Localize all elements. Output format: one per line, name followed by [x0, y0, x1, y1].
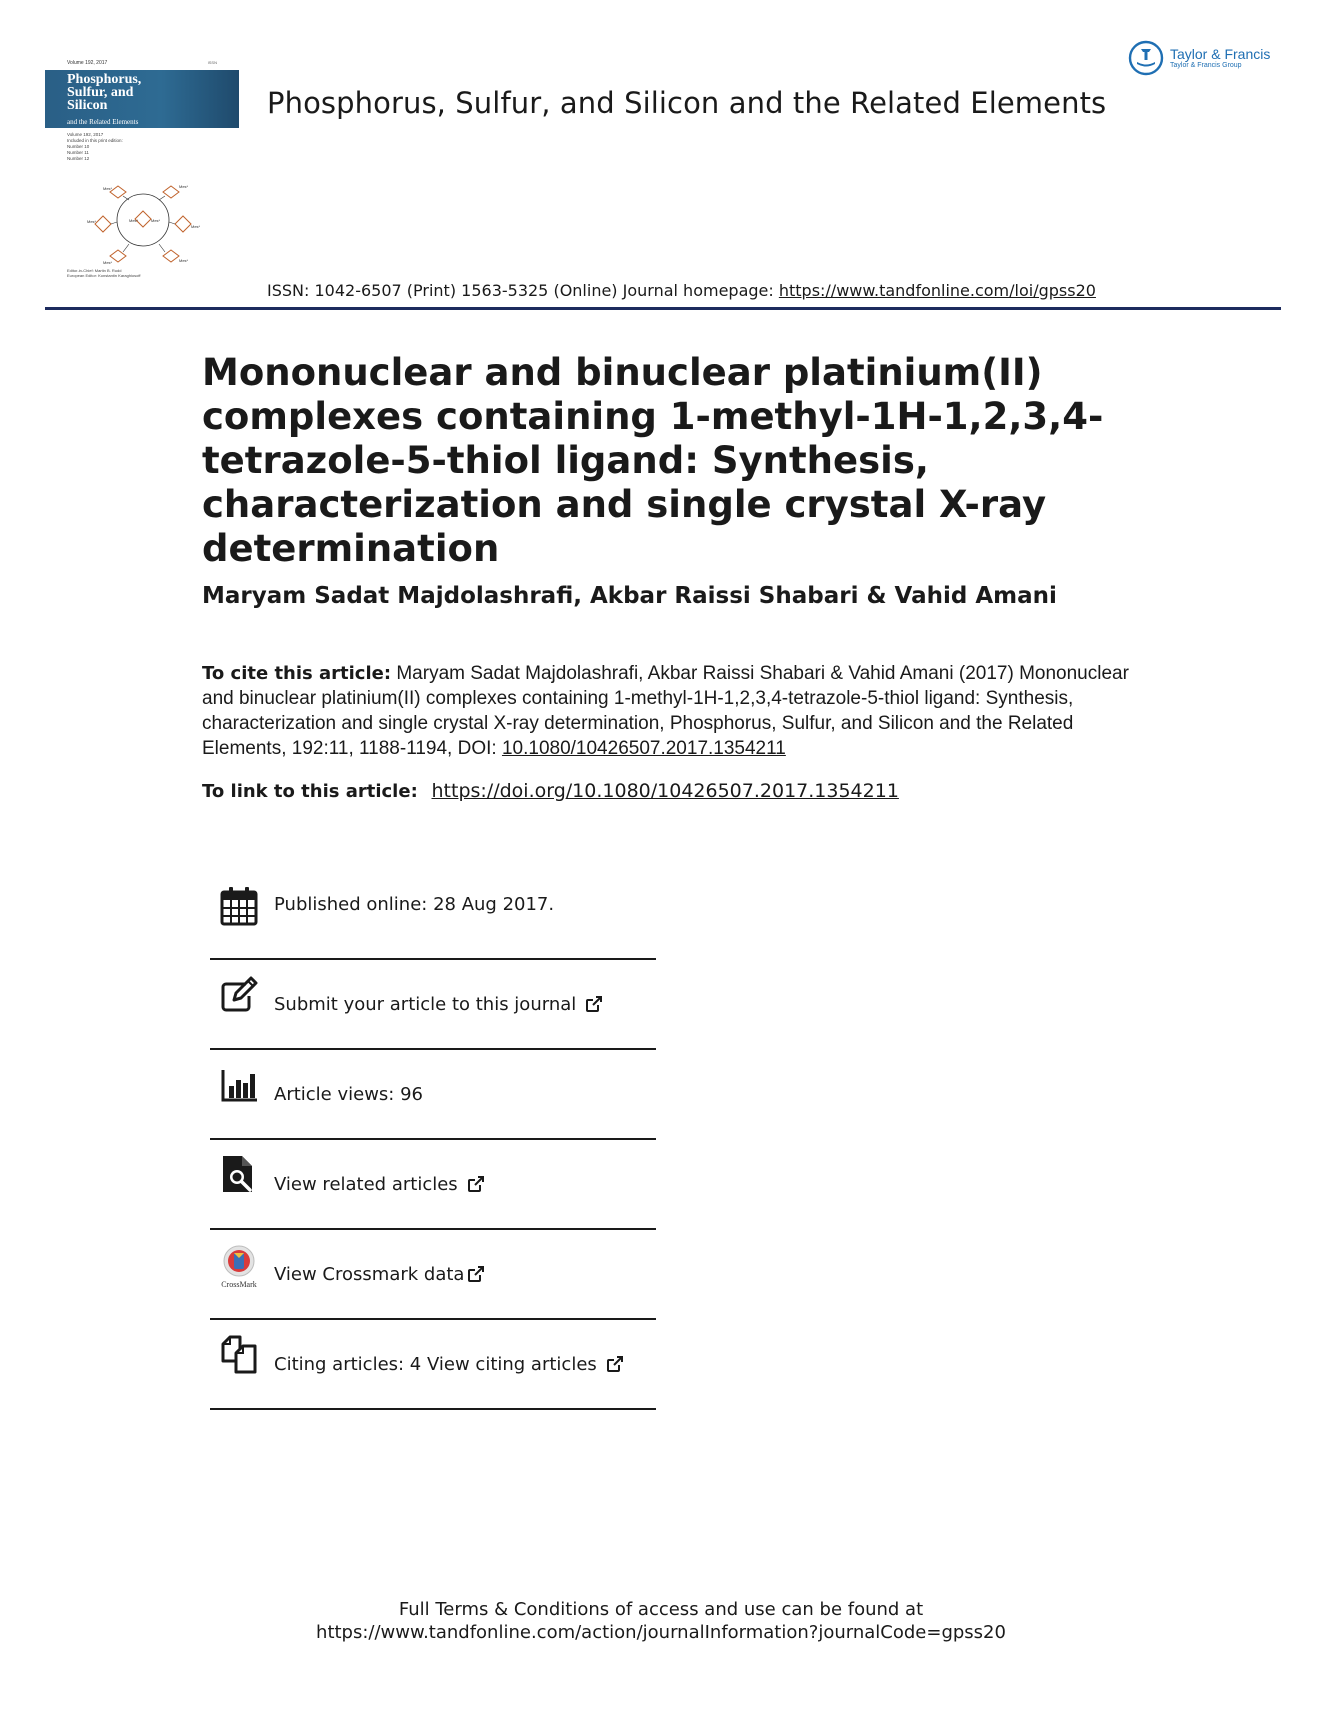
issn-line	[267, 281, 1096, 300]
crossmark-icon	[220, 1244, 258, 1278]
crossmark-row[interactable]	[210, 1230, 656, 1320]
svg-text:Mes*: Mes*	[191, 224, 201, 229]
external-link-icon	[584, 994, 604, 1014]
svg-text:Mes*: Mes*	[151, 218, 161, 223]
svg-text:Mes*: Mes*	[103, 260, 113, 265]
footer	[0, 1598, 1322, 1644]
external-link-icon	[466, 1174, 486, 1194]
external-link-icon	[466, 1264, 486, 1284]
cover-volume: Volume 192, 2017	[67, 60, 108, 66]
article-url-link[interactable]: https://doi.org/10.1080/10426507.2017.1354211	[431, 780, 899, 802]
svg-text:Mes*: Mes*	[103, 186, 113, 191]
svg-text:Mes*: Mes*	[179, 184, 189, 189]
cover-editors: Editor-in-Chief: Martin B. Rudd European Editor: Konstantin Karaghiosoff	[67, 268, 141, 278]
search-document-icon	[220, 1154, 258, 1194]
article-authors: Maryam Sadat Majdolashrafi, Akbar Raissi Shabari & Vahid Amani	[202, 583, 1057, 609]
cover-issn-mark: ISSN	[207, 60, 217, 65]
cover-diagram-icon	[63, 178, 223, 268]
publisher-group: Taylor & Francis Group	[1170, 61, 1242, 69]
svg-text:Mes*: Mes*	[179, 258, 189, 263]
publisher-name: Taylor & Francis	[1170, 45, 1271, 62]
citing-link[interactable]: Citing articles: 4 View citing articles	[274, 1353, 597, 1375]
journal-cover	[45, 58, 239, 286]
crossmark-logo-text: CrossMark	[221, 1280, 257, 1289]
svg-text:Mes*: Mes*	[129, 218, 139, 223]
published-row	[210, 872, 656, 960]
publisher-logo[interactable]	[1128, 40, 1270, 76]
cite-label: To cite this article:	[202, 663, 392, 684]
cover-subtitle: and the Related Elements	[67, 118, 139, 126]
bar-chart-icon	[220, 1064, 258, 1104]
journal-homepage-link[interactable]: https://www.tandfonline.com/loi/gpss20	[778, 281, 1096, 300]
crossmark-link[interactable]: View Crossmark data	[274, 1263, 465, 1285]
svg-text:Mes*: Mes*	[87, 219, 97, 224]
footer-terms-url[interactable]: https://www.tandfonline.com/action/journalInformation?journalCode=gpss20	[316, 1622, 1006, 1643]
cover-band	[45, 70, 239, 128]
article-title: Mononuclear and binuclear platinium(II) complexes containing 1-methyl-1H-1,2,3,4-tetrazole-5-thiol ligand: Synthesis, characterization and single crystal X-ray determination	[202, 351, 1104, 570]
doi-link[interactable]: 10.1080/10426507.2017.1354211	[501, 738, 786, 759]
cover-title: Phosphorus, Sulfur, and Silicon	[67, 72, 142, 113]
journal-title: Phosphorus, Sulfur, and Silicon and the Related Elements	[267, 86, 1107, 120]
citing-documents-icon	[220, 1334, 258, 1374]
edit-icon	[220, 974, 258, 1014]
header-divider	[45, 307, 1281, 310]
related-row[interactable]	[210, 1140, 656, 1230]
crossmark-logo	[220, 1244, 258, 1289]
citation-block	[202, 661, 1162, 761]
calendar-icon	[220, 886, 258, 926]
cite-text: Maryam Sadat Majdolashrafi, Akbar Raissi Shabari & Vahid Amani (2017) Mononuclear and binuclear platinium(II) complexes containing 1-methyl-1H-1,2,3,4-tetrazole-5-thiol ligand: Synthesis, characterization and single crystal X-ray determination, Phosphorus, Sulfur, and Silicon and the Related Elements, 192:11, 1188-1194, DOI:	[202, 663, 1129, 759]
article-info-list	[210, 872, 656, 1410]
footer-terms-line: Full Terms & Conditions of access and use can be found at	[398, 1599, 924, 1620]
link-label: To link to this article:	[202, 781, 418, 802]
submit-link[interactable]: Submit your article to this journal	[274, 993, 577, 1015]
views-row	[210, 1050, 656, 1140]
views-text: Article views: 96	[274, 1083, 423, 1105]
issn-text: ISSN: 1042-6507 (Print) 1563-5325 (Online) Journal homepage:	[267, 281, 779, 300]
related-link[interactable]: View related articles	[274, 1173, 458, 1195]
cover-contents: Volume 192, 2017 Included in this print edition: Number 10 Number 11 Number 12	[67, 132, 123, 161]
submit-row[interactable]	[210, 960, 656, 1050]
taylor-francis-logo-icon	[1128, 40, 1164, 76]
external-link-icon	[605, 1354, 625, 1374]
citing-row[interactable]	[210, 1320, 656, 1410]
article-link-line	[202, 780, 899, 802]
published-text: Published online: 28 Aug 2017.	[274, 893, 555, 915]
